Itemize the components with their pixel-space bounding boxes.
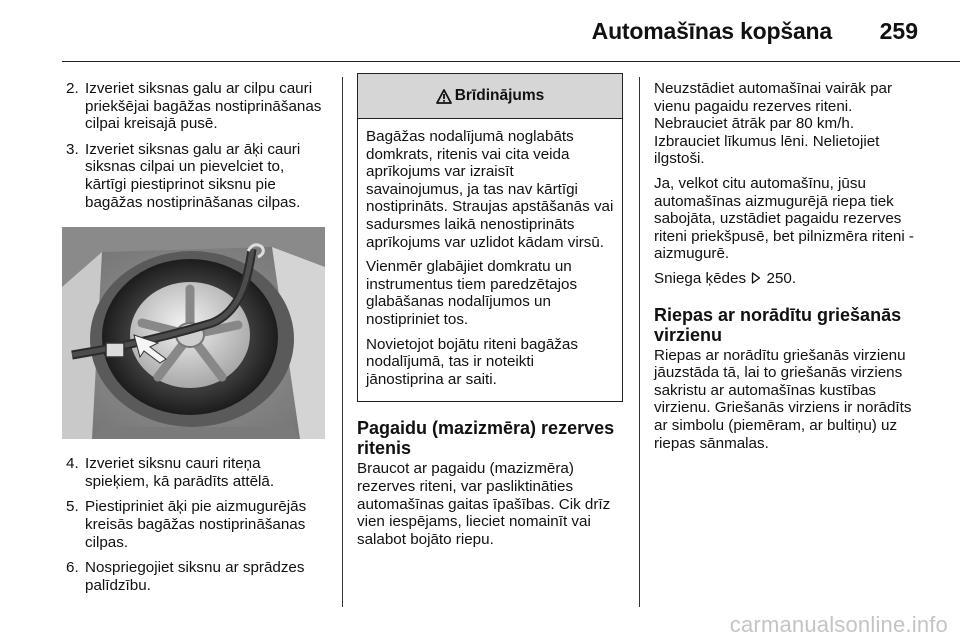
page-header xyxy=(0,0,960,62)
paragraph: Ja, velkot citu automašīnu, jūsu automašīnas aizmugurējā riepa tiek sabojāta, uzstādiet pagaidu rezerves riteni priekšpusē, bet pilnizmēra riteni - aizmugurē. xyxy=(654,174,914,263)
step-number: 6. xyxy=(66,559,79,577)
step-number: 2. xyxy=(66,80,79,97)
step-item xyxy=(62,141,327,211)
warning-title: Brīdinājums xyxy=(454,87,545,105)
warning-paragraph: Bagāžas nodalījumā noglabāts domkrats, ritenis vai cita veida aprīkojums var izraisīt savainojumus, ja tas nav kārtīgi nostiprināts. Straujas apstāšanās vai sadursmes laikā nenostiprināts aprīkojums var uzlidot kādam virsū. xyxy=(366,128,614,251)
cross-reference-text: Sniega ķēdes xyxy=(654,269,747,287)
warning-triangle-icon xyxy=(436,89,452,104)
column-3 xyxy=(654,80,919,459)
step-text: Izveriet siksnas galu ar āķi cauri siksnas cilpai un pievelciet to, kārtīgi piestiprinot siksnu pie bagāžas nostiprināšanas cilpas. xyxy=(85,140,301,211)
step-text: Nospriegojiet siksnu ar sprādzes palīdzību. xyxy=(85,559,305,594)
site-watermark: carmanualsonline.info xyxy=(729,612,948,637)
chapter-title: Automašīnas kopšana xyxy=(591,18,832,44)
warning-box xyxy=(357,73,623,402)
steps-list-top xyxy=(62,80,327,211)
step-number: 5. xyxy=(66,498,79,516)
warning-header xyxy=(358,74,622,119)
step-item xyxy=(62,80,327,133)
spare-wheel-illustration xyxy=(62,227,325,439)
section-body-directional-tyres: Riepas ar norādītu griešanās virzienu jāuzstāda tā, lai to griešanās virziens sakristu ar automašīnas kustības virzienu. Griešanās virziens ir norādīts ar simbolu (piemēram, ar bultiņu) uz riepas sānmalas. xyxy=(654,346,912,452)
step-item xyxy=(62,559,327,594)
step-item xyxy=(62,498,327,551)
step-text: Izveriet siksnu cauri riteņa spieķiem, kā parādīts attēlā. xyxy=(85,455,275,490)
header-divider xyxy=(62,61,960,62)
cross-reference[interactable] xyxy=(654,270,919,289)
page-number: 259 xyxy=(879,18,918,44)
column-divider-left xyxy=(342,77,343,607)
column-divider-right xyxy=(639,77,640,607)
step-number: 4. xyxy=(66,455,79,473)
cross-reference-page: 250. xyxy=(766,269,797,287)
warning-paragraph: Novietojot bojātu riteni bagāžas nodalījumā, tas ir noteikti jānostiprina ar saiti. xyxy=(366,335,578,388)
step-text: Izveriet siksnas galu ar cilpu cauri priekšējai bagāžas nostiprināšanas cilpai kreisajā pusē. xyxy=(85,80,322,133)
steps-list-bottom xyxy=(62,455,327,594)
column-1 xyxy=(62,80,327,602)
column-2 xyxy=(357,73,625,555)
paragraph: Neuzstādiet automašīnai vairāk par vienu pagaidu rezerves riteni. Nebrauciet ātrāk par 80 km/h. Izbrauciet līkumus lēni. Nelietojiet ilgstoši. xyxy=(654,80,893,168)
section-heading-spare-wheel: Pagaidu (mazizmēra) rezerves ritenis xyxy=(357,418,615,459)
step-text: Piestipriniet āķi pie aizmugurējās kreisās bagāžas nostiprināšanas cilpas. xyxy=(85,498,307,551)
section-heading-directional-tyres: Riepas ar norādītu griešanās virzienu xyxy=(654,304,902,345)
page-reference-arrow-icon xyxy=(751,271,761,289)
step-number: 3. xyxy=(66,140,79,158)
step-item xyxy=(62,455,327,490)
warning-paragraph: Vienmēr glabājiet domkratu un instrumentus tiem paredzētajos glabāšanas nodalījumos un nostipriniet tos. xyxy=(366,258,578,328)
spare-wheel-strap-photo xyxy=(62,227,325,439)
section-body-spare-wheel: Braucot ar pagaidu (mazizmēra) rezerves riteni, var pasliktināties automašīnas gaitas īpašības. Cik drīz vien iespējams, lieciet nomainīt vai salabot bojāto riepu. xyxy=(357,460,611,548)
warning-body xyxy=(358,119,622,401)
